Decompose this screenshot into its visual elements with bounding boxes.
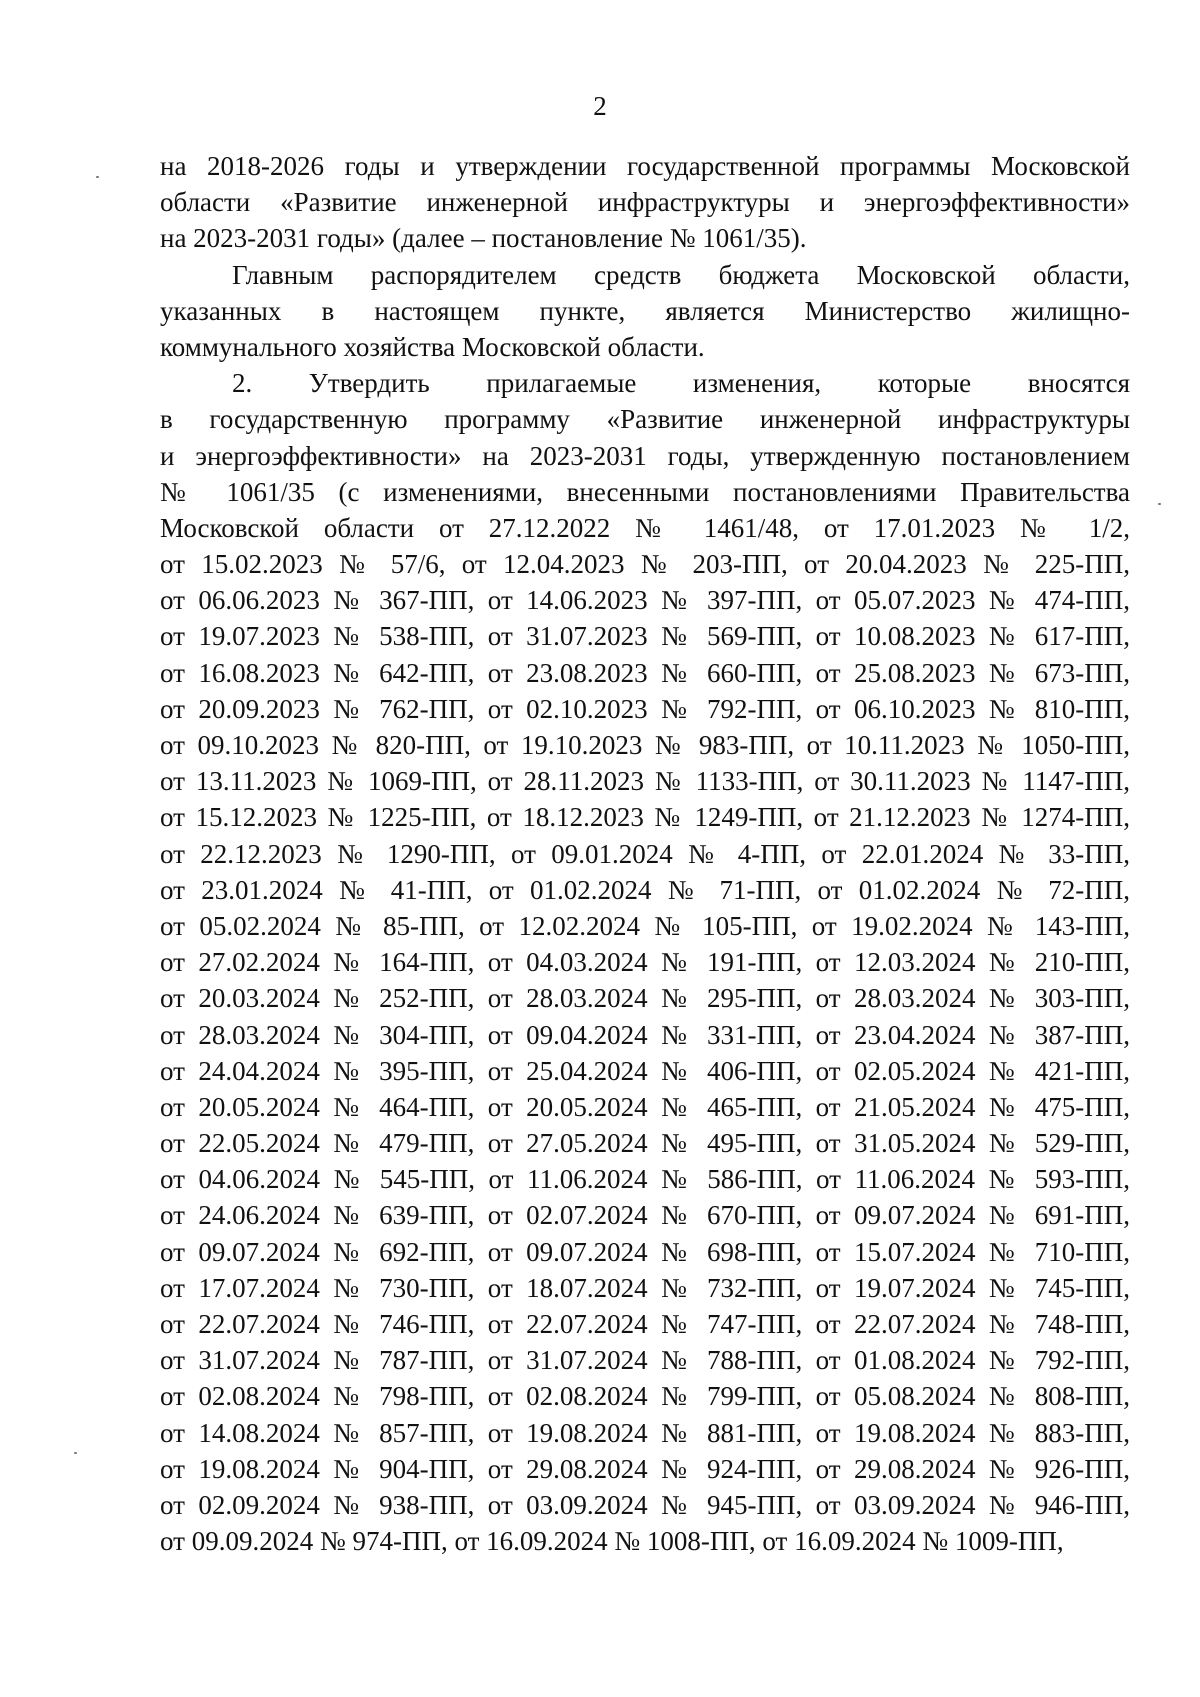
text-line: от 22.07.2024 № 746-ПП, от 22.07.2024 № 747-ПП, от 22.07.2024 № 748-ПП, <box>160 1309 1130 1339</box>
text-line: от 19.08.2024 № 904-ПП, от 29.08.2024 № 924-ПП, от 29.08.2024 № 926-ПП, <box>160 1453 1130 1484</box>
text-line: в государственную программу «Развитие инженерной инфраструктуры <box>160 404 1130 435</box>
text-line: коммунального хозяйства Московской области. <box>160 331 705 362</box>
scan-speck <box>96 176 99 178</box>
paragraph-2 <box>160 257 1130 366</box>
text-line: области «Развитие инженерной инфраструктуры и энергоэффективности» <box>160 187 1130 218</box>
text-line: от 05.02.2024 № 85-ПП, от 12.02.2024 № 105-ПП, от 19.02.2024 № 143-ПП, <box>160 910 1130 941</box>
text-line: от 09.09.2024 № 974-ПП, от 16.09.2024 № 1008-ПП, от 16.09.2024 № 1009-ПП, <box>160 1526 1064 1557</box>
text-line: от 19.07.2023 № 538-ПП, от 31.07.2023 № 569-ПП, от 10.08.2023 № 617-ПП, <box>160 621 1130 652</box>
text-line: от 06.06.2023 № 367-ПП, от 14.06.2023 № 397-ПП, от 05.07.2023 № 474-ПП, <box>160 585 1130 616</box>
text-line: от 22.05.2024 № 479-ПП, от 27.05.2024 № 495-ПП, от 31.05.2024 № 529-ПП, <box>160 1128 1130 1159</box>
text-line: от 24.04.2024 № 395-ПП, от 25.04.2024 № 406-ПП, от 02.05.2024 № 421-ПП, <box>160 1055 1130 1086</box>
text-line: от 23.01.2024 № 41-ПП, от 01.02.2024 № 71-ПП, от 01.02.2024 № 72-ПП, <box>160 874 1130 905</box>
text-line: на 2023-2031 годы» (далее – постановление № 1061/35). <box>160 223 807 254</box>
text-line: от 15.12.2023 № 1225-ПП, от 18.12.2023 № 1249-ПП, от 21.12.2023 № 1274-ПП, <box>160 802 1130 833</box>
text-line: от 24.06.2024 № 639-ПП, от 02.07.2024 № 670-ПП, от 09.07.2024 № 691-ПП, <box>160 1200 1130 1231</box>
text-line: от 14.08.2024 № 857-ПП, от 19.08.2024 № 881-ПП, от 19.08.2024 № 883-ПП, <box>160 1417 1130 1448</box>
text-line: от 15.02.2023 № 57/6, от 12.04.2023 № 203-ПП, от 20.04.2023 № 225-ПП, <box>160 549 1130 580</box>
text-line: от 22.12.2023 № 1290-ПП, от 09.01.2024 № 4-ПП, от 22.01.2024 № 33-ПП, <box>160 838 1130 869</box>
text-line: от 17.07.2024 № 730-ПП, от 18.07.2024 № 732-ПП, от 19.07.2024 № 745-ПП, <box>160 1272 1130 1303</box>
text-line: Главным распорядителем средств бюджета Московской области, <box>232 259 1130 290</box>
text-line: от 20.05.2024 № 464-ПП, от 20.05.2024 № 465-ПП, от 21.05.2024 № 475-ПП, <box>160 1091 1130 1122</box>
text-line: от 27.02.2024 № 164-ПП, от 04.03.2024 № 191-ПП, от 12.03.2024 № 210-ПП, <box>160 947 1130 978</box>
text-line: от 20.09.2023 № 762-ПП, от 02.10.2023 № 792-ПП, от 06.10.2023 № 810-ПП, <box>160 693 1130 724</box>
text-line: указанных в настоящем пункте, является Министерство жилищно- <box>160 295 1130 326</box>
scan-speck <box>74 1452 77 1454</box>
text-line: от 02.08.2024 № 798-ПП, от 02.08.2024 № 799-ПП, от 05.08.2024 № 808-ПП, <box>160 1381 1130 1412</box>
text-line: от 09.10.2023 № 820-ПП, от 19.10.2023 № 983-ПП, от 10.11.2023 № 1050-ПП, <box>160 730 1130 760</box>
text-line: от 13.11.2023 № 1069-ПП, от 28.11.2023 № 1133-ПП, от 30.11.2023 № 1147-ПП, <box>160 766 1130 797</box>
text-line: от 09.07.2024 № 692-ПП, от 09.07.2024 № 698-ПП, от 15.07.2024 № 710-ПП, <box>160 1236 1130 1267</box>
text-line: от 20.03.2024 № 252-ПП, от 28.03.2024 № 295-ПП, от 28.03.2024 № 303-ПП, <box>160 983 1130 1014</box>
text-line: Московской области от 27.12.2022 № 1461/48, от 17.01.2023 № 1/2, <box>160 512 1130 543</box>
text-line: на 2018-2026 годы и утверждении государственной программы Московской <box>160 151 1130 181</box>
paragraph-3 <box>160 365 1130 1559</box>
document-body <box>160 148 1130 1559</box>
text-line: от 16.08.2023 № 642-ПП, от 23.08.2023 № 660-ПП, от 25.08.2023 № 673-ПП, <box>160 657 1130 688</box>
paragraph-1 <box>160 148 1130 257</box>
text-line: от 28.03.2024 № 304-ПП, от 09.04.2024 № 331-ПП, от 23.04.2024 № 387-ПП, <box>160 1019 1130 1050</box>
text-line: от 02.09.2024 № 938-ПП, от 03.09.2024 № 945-ПП, от 03.09.2024 № 946-ПП, <box>160 1489 1130 1520</box>
scan-speck <box>1158 503 1161 505</box>
page-number: 2 <box>593 91 607 121</box>
text-line: 2. Утвердить прилагаемые изменения, которые вносятся <box>232 368 1130 399</box>
text-line: от 04.06.2024 № 545-ПП, от 11.06.2024 № 586-ПП, от 11.06.2024 № 593-ПП, <box>160 1164 1130 1195</box>
text-line: № 1061/35 (с изменениями, внесенными постановлениями Правительства <box>160 476 1130 507</box>
text-line: и энергоэффективности» на 2023-2031 годы, утвержденную постановлением <box>160 440 1130 471</box>
text-line: от 31.07.2024 № 787-ПП, от 31.07.2024 № 788-ПП, от 01.08.2024 № 792-ПП, <box>160 1345 1130 1376</box>
